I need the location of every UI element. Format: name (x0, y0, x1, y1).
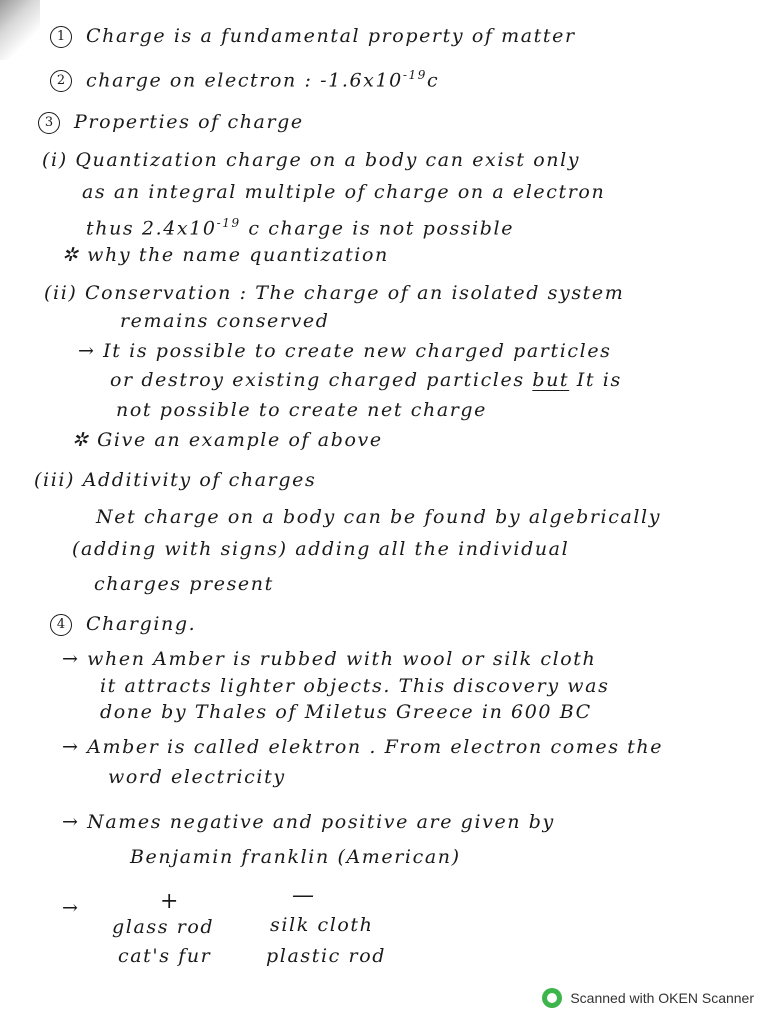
note-line-2: 2 charge on electron : $-1.6x10^{-19}c$ (50, 63, 439, 92)
charging-p2-line-2: word electricity (108, 766, 286, 788)
conservation-line-1: (ii) Conservation : The charge of an isolated system (44, 282, 625, 304)
quantization-line-3: thus $2.4x10^{-19}$ c charge is not possible (86, 216, 515, 240)
charging-p1-line-1: → when Amber is rubbed with wool or silk cloth (62, 648, 597, 670)
charging-p3-line-1: → Names negative and positive are given by (62, 811, 555, 833)
charging-p3-line-2: Benjamin franklin (American) (130, 846, 461, 868)
additivity-line-4: charges present (94, 573, 274, 595)
quantization-line-1: (i) Quantization charge on a body can exist only (42, 149, 581, 171)
watermark-text: Scanned with OKEN Scanner (570, 990, 754, 1006)
item-number: 4 (50, 614, 72, 636)
charging-p2-line-1: → Amber is called elektron . From electron comes the (62, 736, 664, 758)
negative-item-2: plastic rod (266, 945, 386, 967)
quantization-question: ✲ why the name quantization (62, 244, 389, 266)
positive-sign: + (160, 889, 181, 914)
quantization-line-2: as an integral multiple of charge on a electron (82, 181, 606, 203)
note-line-3: 3 Properties of charge (38, 110, 304, 134)
item-number: 2 (50, 70, 72, 92)
conservation-line-3: → It is possible to create new charged particles (78, 340, 612, 362)
page-corner-shadow (0, 0, 40, 60)
additivity-line-1: (iii) Additivity of charges (34, 469, 317, 491)
note-line-1: 1 Charge is a fundamental property of matter (50, 24, 576, 48)
conservation-line-2: remains conserved (120, 310, 330, 332)
negative-item-1: silk cloth (270, 914, 374, 936)
arrow-icon: → (62, 897, 80, 919)
oken-scanner-logo-icon (542, 988, 562, 1008)
additivity-line-2: Net charge on a body can be found by algebrically (96, 506, 662, 528)
item-number: 1 (50, 26, 72, 48)
positive-item-2: cat's fur (118, 945, 212, 967)
conservation-line-4: or destroy existing charged particles but It is (110, 369, 622, 391)
charging-heading: 4 Charging. (50, 612, 196, 636)
additivity-line-3: (adding with signs) adding all the individual (72, 538, 570, 560)
item-number: 3 (38, 112, 60, 134)
conservation-line-5: not possible to create net charge (116, 399, 488, 421)
scanner-watermark (542, 988, 754, 1008)
negative-sign: — (292, 883, 316, 908)
charging-p1-line-3: done by Thales of Miletus Greece in 600 BC (100, 701, 592, 723)
conservation-question: ✲ Give an example of above (72, 429, 383, 451)
positive-item-1: glass rod (112, 916, 215, 938)
charging-p1-line-2: it attracts lighter objects. This discovery was (100, 675, 610, 697)
